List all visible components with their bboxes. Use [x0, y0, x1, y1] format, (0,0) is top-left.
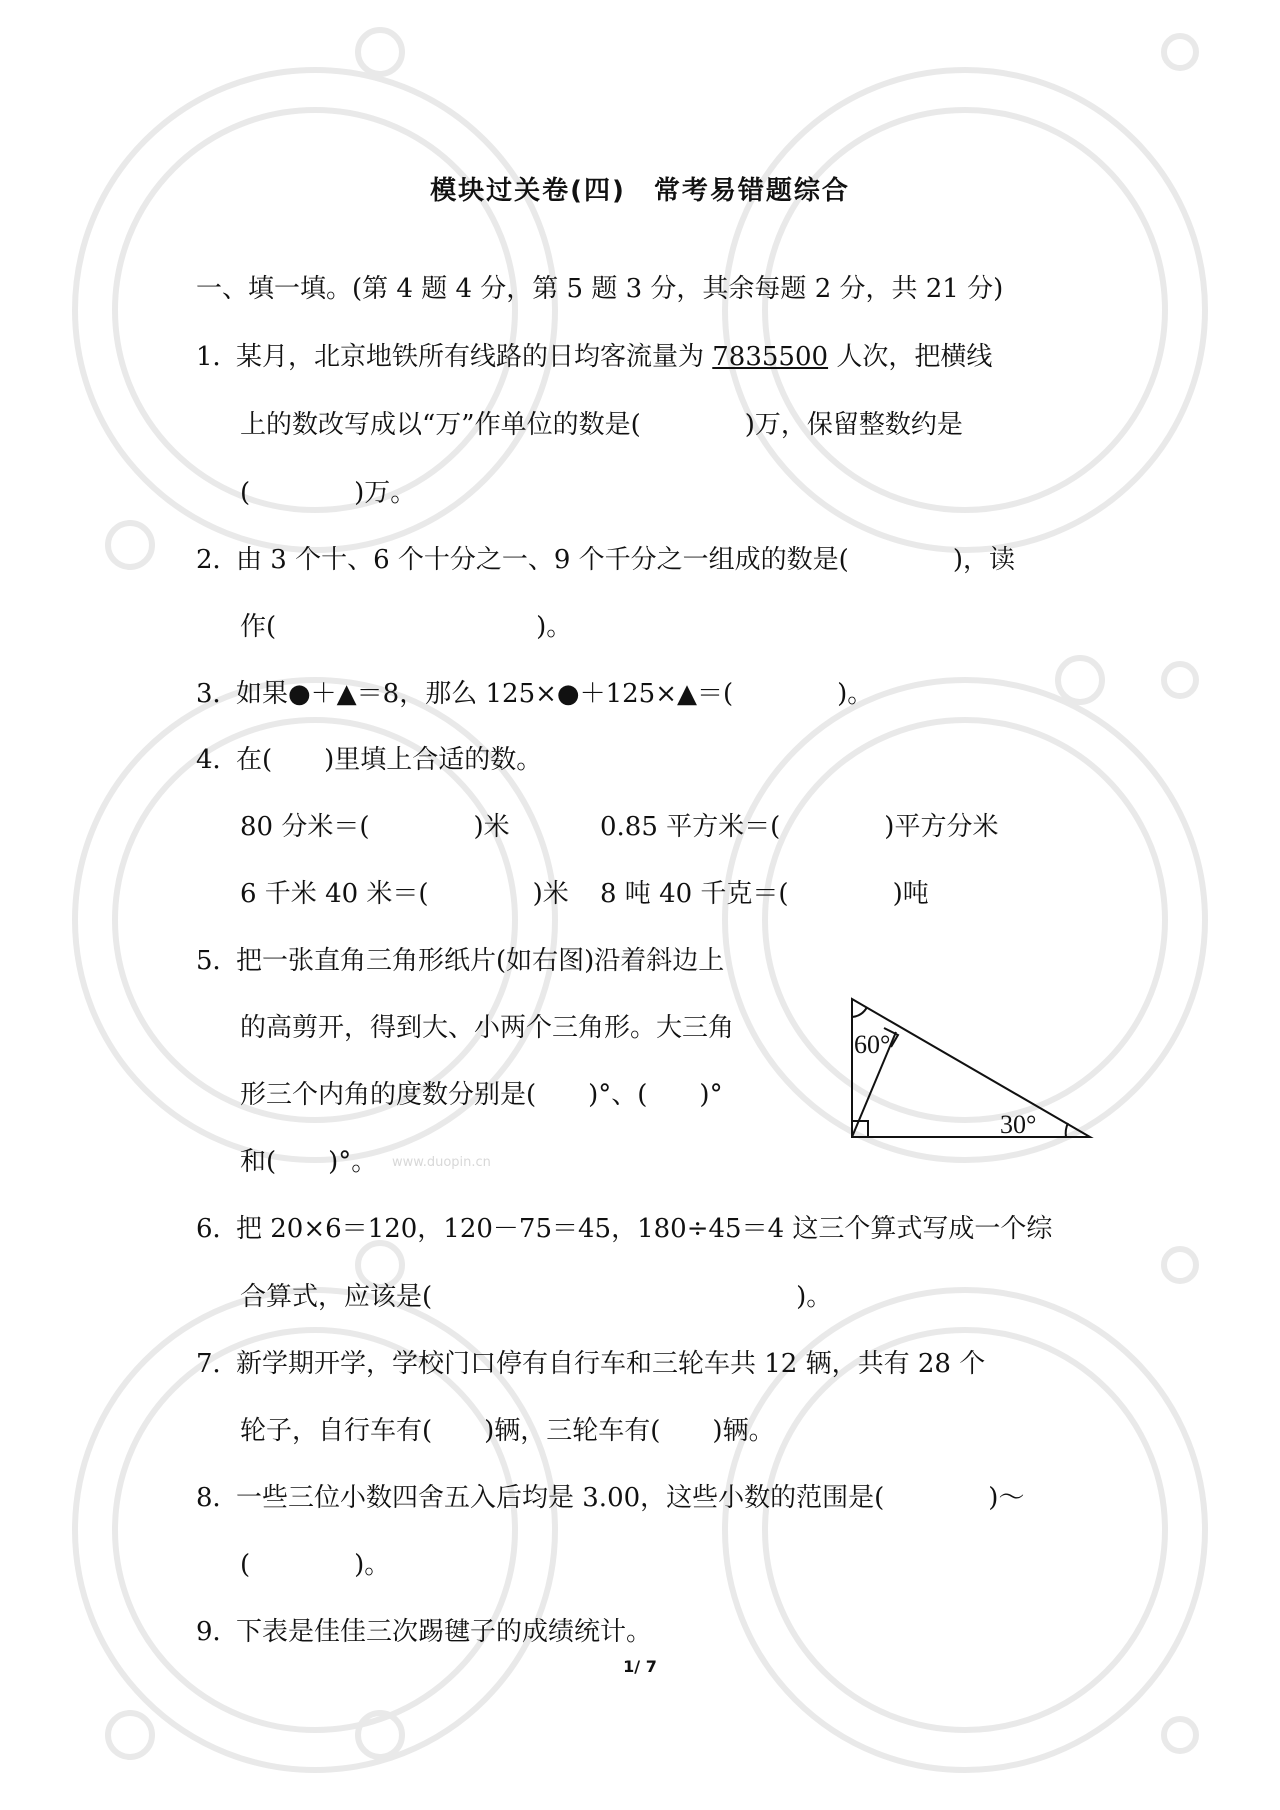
question-8-line-1	[196, 1481, 1024, 1515]
question-9-line-1	[196, 1615, 652, 1649]
section-header: 一、填一填。(第 4 题 4 分，第 5 题 3 分，其余每题 2 分，共 21 分)	[196, 274, 1004, 304]
question-number: 2．	[196, 545, 239, 575]
question-text: 如果●＋▲＝8，那么 125×●＋125×▲＝( )。	[236, 679, 874, 709]
conversion-a: 80 分米＝( )米	[240, 812, 510, 842]
page-title: 模块过关卷(四) 常考易错题综合	[430, 176, 850, 206]
watermark-url: www.duopin.cn	[392, 1155, 491, 1170]
question-text: 某月，北京地铁所有线路的日均客流量为	[236, 342, 713, 372]
question-6-line-1	[196, 1212, 1052, 1246]
question-5-line-3: 形三个内角的度数分别是( )°、( )°	[240, 1080, 723, 1110]
page-number: 1/ 7	[623, 1657, 657, 1676]
question-number: 4．	[196, 745, 239, 775]
triangle-outline	[852, 999, 1090, 1137]
question-text: 一些三位小数四舍五入后均是 3.00，这些小数的范围是( )～	[236, 1483, 1025, 1513]
question-number: 9．	[196, 1617, 239, 1647]
conversion-c: 6 千米 40 米＝( )米	[240, 879, 569, 909]
question-5-line-2: 的高剪开，得到大、小两个三角形。大三角	[240, 1013, 735, 1043]
angle-label-60: 60°	[854, 1030, 891, 1059]
question-text: 由 3 个十、6 个十分之一、9 个千分之一组成的数是( )，读	[236, 545, 1015, 575]
right-triangle-figure	[840, 995, 1100, 1145]
question-7-line-1	[196, 1347, 985, 1381]
question-5-line-4: 和( )°。	[240, 1147, 378, 1177]
question-text: 把一张直角三角形纸片(如右图)沿着斜边上	[236, 946, 725, 976]
question-text: 新学期开学，学校门口停有自行车和三轮车共 12 辆，共有 28 个	[236, 1349, 986, 1379]
question-number: 7．	[196, 1349, 239, 1379]
conversion-b: 0.85 平方米＝( )平方分米	[600, 812, 999, 842]
question-number: 3．	[196, 679, 239, 709]
question-1-line-3: ( )万。	[240, 478, 417, 508]
question-text: 在( )里填上合适的数。	[236, 745, 543, 775]
question-number: 1．	[196, 342, 239, 372]
question-1-line-2: 上的数改写成以“万”作单位的数是( )万，保留整数约是	[240, 410, 963, 440]
question-text: 人次，把横线	[828, 342, 993, 372]
question-7-line-2: 轮子，自行车有( )辆，三轮车有( )辆。	[240, 1416, 775, 1446]
question-number: 8．	[196, 1483, 239, 1513]
underlined-number: 7835500	[712, 342, 829, 372]
question-4-line-1	[196, 743, 542, 777]
conversion-d: 8 吨 40 千克＝( )吨	[600, 879, 929, 909]
question-8-line-2: ( )。	[240, 1550, 391, 1580]
question-2-line-2: 作( )。	[240, 612, 573, 642]
question-text: 把 20×6＝120，120－75＝45，180÷45＝4 这三个算式写成一个综	[236, 1214, 1053, 1244]
question-3-line-1	[196, 677, 873, 711]
question-number: 6．	[196, 1214, 239, 1244]
question-1-line-1	[196, 340, 992, 374]
angle-arc-top	[852, 1007, 867, 1017]
question-text: 下表是佳佳三次踢毽子的成绩统计。	[236, 1617, 653, 1647]
question-number: 5．	[196, 946, 239, 976]
question-2-line-1	[196, 543, 1015, 577]
angle-label-30: 30°	[1000, 1110, 1037, 1139]
question-5-line-1	[196, 944, 724, 978]
question-6-line-2: 合算式，应该是( )。	[240, 1282, 833, 1312]
angle-arc-right	[1066, 1123, 1068, 1137]
